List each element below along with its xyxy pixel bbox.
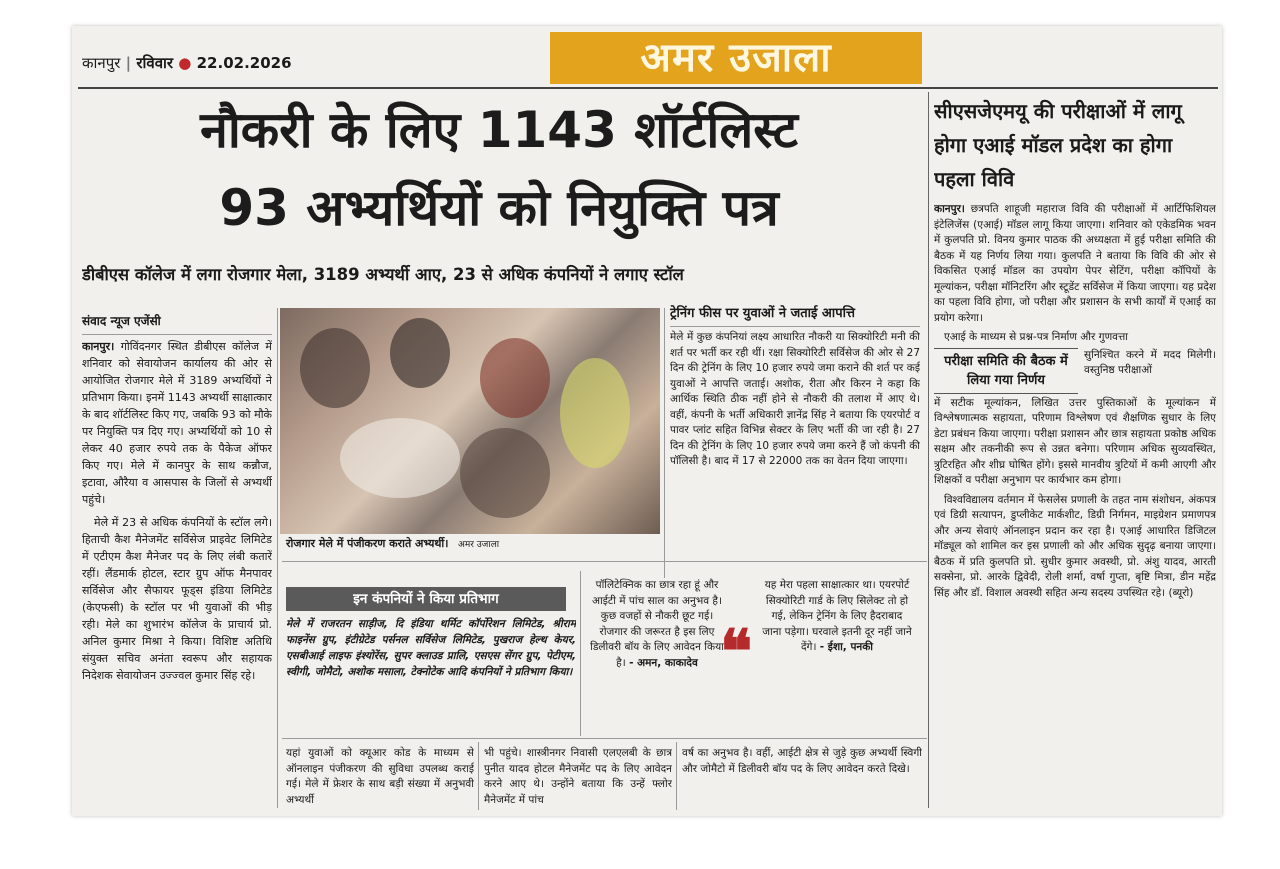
- bottom-rule: [282, 738, 927, 739]
- bottom-col3: वर्ष का अनुभव है। वहीं, आईटी क्षेत्र से जुड़े कुछ अभ्यर्थी स्विगी और जोमैटो में डिलीवरी बॉय पद के लिए आवेदन करते दिखे।: [682, 747, 922, 775]
- companies-heading: इन कंपनियों ने किया प्रतिभाग: [353, 591, 499, 607]
- photo-person-3: [480, 338, 550, 418]
- photo-divider: [664, 308, 665, 578]
- masthead-rule: [78, 87, 1218, 89]
- photo-credit: अमर उजाला: [457, 540, 500, 550]
- col1-para1: [82, 338, 272, 508]
- companies-heading-bar: [286, 587, 566, 611]
- photo-person-2: [390, 318, 450, 388]
- col1-para1-lead: कानपुर।: [82, 340, 115, 353]
- main-subheadline: डीबीएस कॉलेज में लगा रोजगार मेला, 3189 अभ्यर्थी आए, 23 से अधिक कंपनियों ने लगाए स्टॉल: [82, 265, 684, 284]
- quote1-text: [586, 578, 728, 708]
- masthead-dateline: कानपुर | रविवार ● 22.02.2026: [82, 54, 292, 72]
- quote2-author: - ईशा, पनकी: [819, 641, 874, 653]
- quote1-author: - अमन, काकादेव: [629, 656, 698, 669]
- newspaper-page: [72, 26, 1222, 816]
- mid-rule: [282, 561, 927, 562]
- masthead-date: 22.02.2026: [196, 54, 292, 72]
- bottom-divider-1: [478, 742, 479, 810]
- quote1-body: पॉलिटेक्निक का छात्र रहा हूं और आईटी में पांच साल का अनुभव है। कुछ वजहों से नौकरी छूट गई। रोजगार की जरूरत है इस लिए डिलीवरी बॉय के लिए आवेदन किया है।: [590, 579, 724, 669]
- col1-text: [82, 338, 272, 808]
- side-story-para1: [934, 202, 1216, 326]
- bottom-col1: यहां युवाओं को क्यूआर कोड के माध्यम से ऑनलाइन पंजीकरण की सुविधा उपलब्ध कराई गई। मेले में फ्रेशर के साथ बड़ी संख्या में अनुभवी अभ्यर्थी: [286, 747, 474, 806]
- side-story-para2-beside: सुनिश्चित करने में मदद मिलेगी। वस्तुनिष्ठ परीक्षाओं: [1084, 348, 1216, 376]
- col1-para2: मेले में 23 से अधिक कंपनियों के स्टॉल लगे। हिताची कैश मैनेजमेंट सर्विसेज प्राइवेट लिमिटेड में एटीएम कैश मैनेजर पद के लिए लंबी कतारें रहीं। लैंडमार्क होटल, स्टार ग्रुप ऑफ मैनपावर सर्विसेज और सैफायर फूड्स इंडिया लिमिटेड (केएफसी) के स्टॉल पर भी युवाओं की भीड़ रही। मेले का शुभारंभ कॉलेज के प्राचार्य प्रो. अनिल कुमार मिश्रा ने किया। विशिष्ट अतिथि संयुक्त सचिव अनंता स्वरूप और सहायक निदेशक सेवायोजन उज्ज्वल कुमार सिंह रहे।: [82, 516, 272, 682]
- quote-divider-left: [580, 571, 581, 736]
- training-fee-text: मेले में कुछ कंपनियां लक्ष्य आधारित नौकरी या सिक्योरिटी मनी की शर्त पर भर्ती कर रही थीं। रक्षा सिक्योरिटी सर्विसेज की ओर से 27 दिन की ट्रेनिंग के लिए 10 हजार रुपये जमा कराने की शर्त पर कई युवाओं ने आपत्ति जताई। अशोक, रीता और किरन ने कहा कि आर्थिक स्थिति ठीक नहीं होने से नौकरी की तलाश में आए थे। वहीं, कंपनी के भर्ती अधिकारी ज्ञानेंद्र सिंह ने बताया कि एयरपोर्ट व पावर प्लांट सहित विभिन्न सेक्टर के लिए भर्ती की जा रही है। 27 दिन की ट्रेनिंग के लिए 10 हजार रुपये जमा करने हैं जो कंपनी की पॉलिसी है। बाद में 17 से 22000 तक का वेतन दिया जाएगा।: [670, 331, 920, 467]
- quote-mark-icon: ❝: [720, 617, 753, 687]
- photo-person-4: [560, 358, 630, 468]
- photo-caption: रोजगार मेले में पंजीकरण कराते अभ्यर्थी।: [286, 537, 449, 550]
- side-story-inset-row: [934, 348, 1216, 394]
- byline: संवाद न्यूज एजेंसी: [82, 314, 161, 328]
- photo-caption-row: [286, 536, 656, 553]
- quote2-body: यह मेरा पहला साक्षात्कार था। एयरपोर्ट सिक्योरिटी गार्ड के लिए सिलेक्ट तो हो गई, लेकिन ट्रेनिंग के लिए हैदराबाद जाना पड़ेगा। घरवाले इतनी दूर नहीं जाने देंगे।: [762, 579, 912, 653]
- masthead-logo: अमर उजाला: [640, 35, 832, 81]
- col1-para1-body: गोविंदनगर स्थित डीबीएस कॉलेज में शनिवार को सेवायोजन कार्यालय की ओर से आयोजित रोजगार मेले में 3189 अभ्यर्थियों ने प्रतिभाग किया। इनमें 1143 अभ्यर्थी साक्षात्कार के बाद शॉर्टलिस्ट किए गए, जबकि 93 को मौके पर नियुक्ति पत्र दिए गए। अभ्यर्थियों को 10 से लेकर 40 हजार रुपये तक के पैकेज ऑफर किए गए। मेले में कानपुर के साथ कन्नौज, इटावा, औरैया व आसपास के जिलों से अभ्यर्थी पहुंचे।: [82, 340, 272, 506]
- side-story-para1-lead: कानपुर।: [934, 203, 965, 215]
- side-story-para3-body: विश्वविद्यालय वर्तमान में फेसलेस प्रणाली के तहत नाम संशोधन, अंकपत्र एवं डिग्री सत्यापन, डुप्लीकेट मार्कशीट, डिग्री निर्गमन, माइग्रेशन प्रमाणपत्र और अन्य सेवाएं ऑनलाइन प्रदान कर रहा है। एआई आधारित डिजिटल मॉड्यूल को शामिल कर इस प्रणाली को और अधिक सुदृढ़ बनाया जाएगा। बैठक में प्रति कुलपति प्रो. सुधीर कुमार अवस्थी, प्रो. अंशु यादव, आरती सक्सेना, प्रो. आरके द्विवेदी, रोली शर्मा, वर्षा गुप्ता, बृष्टि मित्रा, डीन महेंद्र सिंह और डॉ. विशाल अवस्थी सहित अन्य सदस्य उपस्थित रहे।: [934, 493, 1216, 599]
- col1-divider: [277, 308, 278, 808]
- photo-person-1: [300, 328, 370, 408]
- companies-text: मेले में राजरतन साड़ीज, दि इंडिया थर्मिट कॉर्पोरेशन लिमिटेड, श्रीराम फाइनेंस ग्रुप, इंटीग्रेटेड पर्सनल सर्विसेज लिमिटेड, पुखराज हेल्थ केयर, एसबीआई लाइफ इंश्योरेंस, सुपर क्लाउड प्रालि, एसएस सेंगर ग्रुप, पेटीएम, स्वीगी, जोमैटो, अशोक मसाला, टेक्नोटेक आदि कंपनियों ने प्रतिभाग किया।: [286, 618, 576, 678]
- main-headline-line2: 93 अभ्यर्थियों को नियुक्ति पत्र: [219, 179, 779, 237]
- side-story-credit: (ब्यूरो): [1168, 586, 1194, 599]
- side-story-divider: [928, 92, 929, 808]
- masthead-logo-band: [550, 32, 922, 84]
- job-fair-photo: [280, 308, 660, 534]
- quote2-text: [762, 578, 912, 708]
- byline-rule: [82, 334, 272, 335]
- date-dot-icon: ●: [178, 54, 192, 72]
- photo-person-6: [460, 428, 550, 518]
- bottom-col2: भी पहुंचे। शास्त्रीनगर निवासी एलएलबी के छात्र पुनीत यादव होटल मैनेजमेंट पद के लिए आवेदन करने आए थे। उन्होंने बताया कि उन्हें फ्लोर मैनेजमेंट में पांच: [484, 747, 672, 806]
- side-story-body: [934, 202, 1216, 802]
- side-story-para1-body: छत्रपति शाहूजी महाराज विवि की परीक्षाओं में आर्टिफिशियल इंटेलिजेंस (एआई) मॉडल लागू किया जाएगा। शनिवार को एकेडमिक भवन में कुलपति प्रो. विनय कुमार पाठक की अध्यक्षता में हुई परीक्षा समिति की बैठक में यह निर्णय लिया गया। कुलपति ने बताया कि विवि की ओर से विकसित एआई मॉडल का उपयोग पेपर सेटिंग, परीक्षा कॉपियों के मूल्यांकन, परीक्षा मॉनिटरिंग और स्टूडेंट सर्विसेज में किया जाएगा। यह प्रदेश का पहला विवि होगा, जो परीक्षा और प्रशासन के सभी कार्यों में एआई का प्रयोग करेगा।: [934, 203, 1216, 324]
- side-story-para3: [934, 493, 1216, 602]
- training-fee-rule: [670, 326, 920, 327]
- masthead-city: कानपुर: [82, 54, 121, 72]
- masthead-day: रविवार: [136, 54, 174, 72]
- side-story-headline: सीएसजेएमयू की परीक्षाओं में लागू होगा एआई मॉडल प्रदेश का होगा पहला विवि: [934, 99, 1182, 191]
- inset-heading-box: [934, 348, 1078, 394]
- photo-person-5: [340, 418, 460, 498]
- inset-heading: परीक्षा समिति की बैठक में लिया गया निर्णय: [944, 353, 1068, 388]
- bottom-divider-2: [676, 742, 677, 810]
- side-story-para2-start: एआई के माध्यम से प्रश्न-पत्र निर्माण और गुणवत्ता: [944, 331, 1128, 343]
- main-headline-line1: नौकरी के लिए 1143 शॉर्टलिस्ट: [200, 101, 798, 159]
- side-story-para2-rest: में सटीक मूल्यांकन, लिखित उत्तर पुस्तिकाओं के मूल्यांकन में विश्लेषणात्मक सहायता, परिणाम विश्लेषण एवं शैक्षणिक सुधार के लिए डेटा प्रबंधन किया जाएगा। परीक्षा प्रशासन और छात्र सहायता प्रकोष्ठ अधिक सक्षम और तकनीकी रूप से उन्नत बनेगा। परिणाम अधिक सुव्यवस्थित, त्रुटिरहित और शीघ्र घोषित होंगे। इससे मानवीय त्रुटियों में कमी आएगी और शिक्षकों व परीक्षा अनुभाग पर कार्यभार कम होगा।: [934, 396, 1216, 486]
- training-fee-heading: ट्रेनिंग फीस पर युवाओं ने जताई आपत्ति: [670, 306, 855, 321]
